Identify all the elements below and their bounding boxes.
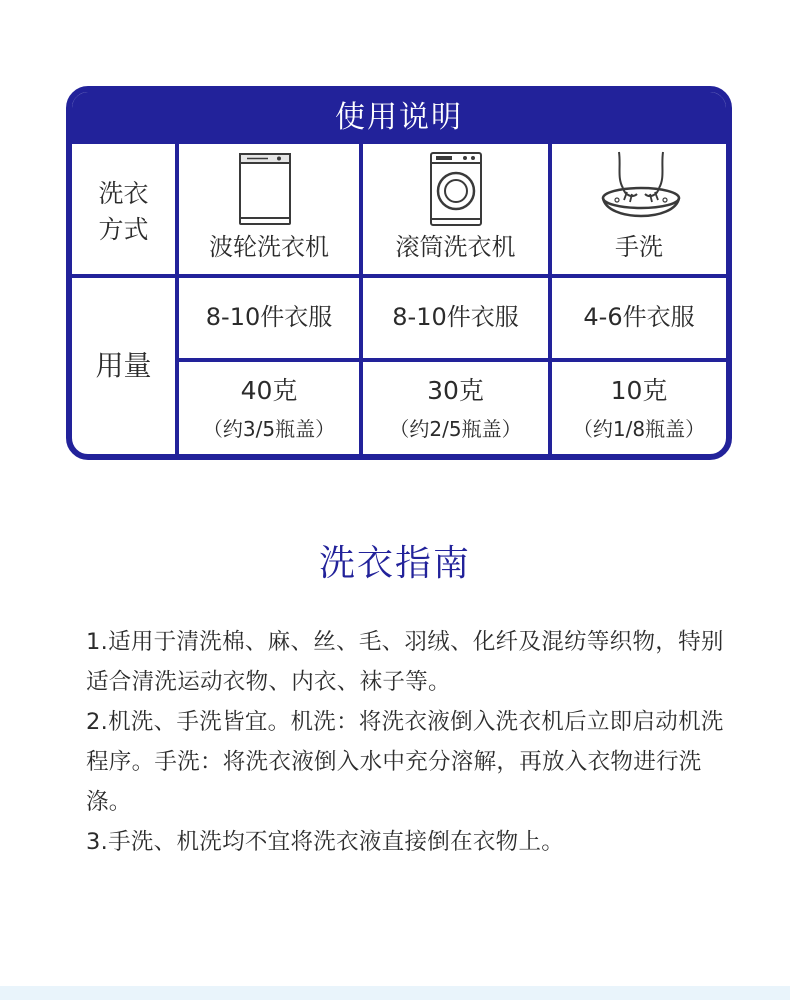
guide-item: 1.适用于清洗棉、麻、丝、毛、羽绒、化纤及混纺等织物，特别适合清洗运动衣物、内衣、袜子等。 [86, 629, 724, 695]
cap-measure: （约1/8瓶盖） [572, 417, 706, 441]
wash-method-label: 洗衣 方式 [98, 179, 149, 244]
clothes-load: 8-10件衣服 [205, 303, 333, 331]
front-loader-washer-icon [429, 151, 483, 227]
guide-item: 2.机洗、手洗皆宜。机洗：将洗衣液倒入洗衣机后立即启动机洗程序。手洗：将洗衣液倒入水中充分溶解，再放入衣物进行洗涤。 [86, 709, 724, 815]
cap-measure: （约2/5瓶盖） [389, 417, 522, 441]
detergent-amount: 10克 [610, 376, 668, 405]
usage-instructions-table [66, 86, 732, 460]
detergent-amount: 30克 [427, 376, 484, 405]
bottom-strip [0, 986, 790, 1000]
grid-line [179, 358, 726, 362]
guide-item: 3.手洗、机洗均不宜将洗衣液直接倒在衣物上。 [86, 829, 565, 855]
method-name: 手洗 [615, 233, 663, 261]
clothes-load: 4-6件衣服 [583, 303, 695, 331]
laundry-guide-title: 洗衣指南 [318, 543, 471, 584]
laundry-guide-list [86, 622, 726, 862]
cap-measure: （约3/5瓶盖） [202, 417, 336, 441]
clothes-load: 8-10件衣服 [392, 303, 519, 331]
detergent-amount: 40克 [240, 376, 298, 405]
method-name: 滚筒洗衣机 [395, 233, 516, 261]
top-loader-washer-icon [238, 152, 292, 226]
dosage-label: 用量 [95, 349, 152, 382]
hand-wash-basin-icon [599, 148, 683, 230]
method-name: 波轮洗衣机 [209, 233, 329, 261]
usage-table-title: 使用说明 [72, 92, 726, 144]
grid-line [72, 274, 726, 278]
